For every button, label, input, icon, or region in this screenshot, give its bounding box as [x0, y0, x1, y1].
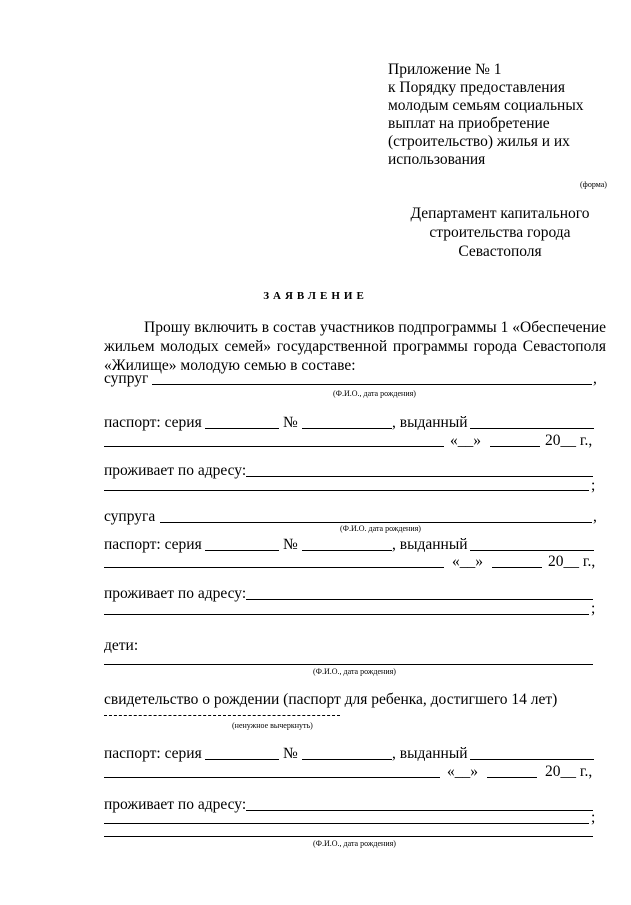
form-note: (форма)	[580, 180, 607, 189]
date-year-field[interactable]: 20__ г.,	[545, 763, 593, 780]
comma: ,	[593, 508, 597, 525]
comma: ,	[593, 370, 597, 387]
issued-by-field-2[interactable]	[104, 777, 440, 778]
appendix-header	[388, 61, 618, 169]
date-month-field[interactable]	[487, 777, 537, 778]
document-title: ЗАЯВЛЕНИЕ	[263, 290, 368, 302]
wife-name-field[interactable]	[160, 522, 592, 523]
passport-series-field[interactable]	[205, 550, 279, 551]
number-sign: №	[283, 414, 298, 431]
husband-label: супруг	[104, 370, 149, 387]
semicolon: ;	[591, 809, 596, 826]
appendix-line: к Порядку предоставления	[388, 79, 565, 96]
issued-by-field[interactable]	[470, 759, 594, 760]
address-field[interactable]	[246, 599, 593, 600]
issued-by-field-2[interactable]	[104, 567, 444, 568]
passport-label: паспорт: серия	[104, 414, 202, 431]
children-hint-2: (Ф.И.О., дата рождения)	[313, 839, 396, 848]
address-field[interactable]	[246, 476, 593, 477]
husband-hint: (Ф.И.О., дата рождения)	[333, 389, 416, 398]
address-field-2[interactable]	[104, 490, 589, 491]
semicolon: ;	[591, 600, 596, 617]
issued-by-field-2[interactable]	[104, 446, 444, 447]
passport-number-field[interactable]	[302, 428, 392, 429]
passport-label: паспорт: серия	[104, 536, 202, 553]
date-month-field[interactable]	[490, 446, 540, 447]
issued-by-field[interactable]	[470, 550, 594, 551]
address-label: проживает по адресу:	[104, 796, 247, 813]
passport-series-field[interactable]	[205, 759, 279, 760]
date-year-field[interactable]: 20__ г.,	[545, 432, 593, 449]
husband-name-field[interactable]	[152, 384, 592, 385]
children-hint: (Ф.И.О., дата рождения)	[313, 667, 396, 676]
passport-label: паспорт: серия	[104, 745, 202, 762]
issued-label: , выданный	[392, 536, 468, 553]
passport-number-field[interactable]	[302, 759, 392, 760]
department-line: Департамент капитального	[410, 205, 590, 222]
passport-number-field[interactable]	[302, 550, 392, 551]
strike-hint: (ненужное вычеркнуть)	[232, 721, 313, 730]
number-sign: №	[283, 745, 298, 762]
appendix-line: выплат на приобретение	[388, 115, 550, 132]
appendix-line: использования	[388, 151, 486, 168]
number-sign: №	[283, 536, 298, 553]
department-line: строительства города	[429, 224, 571, 241]
address-field-3[interactable]	[104, 836, 593, 837]
children-name-field[interactable]	[104, 664, 593, 665]
department-line: Севастополя	[458, 243, 542, 260]
passport-series-field[interactable]	[205, 428, 279, 429]
appendix-line: Приложение № 1	[388, 61, 502, 78]
issued-label: , выданный	[392, 745, 468, 762]
address-label: проживает по адресу:	[104, 462, 247, 479]
wife-label: супруга	[104, 508, 156, 525]
date-day-field[interactable]: «__»	[452, 553, 483, 570]
children-label: дети:	[104, 637, 139, 654]
date-day-field[interactable]: «__»	[447, 763, 478, 780]
certificate-field[interactable]	[104, 715, 340, 716]
appendix-line: молодым семьям социальных	[388, 97, 584, 114]
date-day-field[interactable]: «__»	[450, 432, 481, 449]
address-field[interactable]	[246, 810, 593, 811]
issued-by-field[interactable]	[470, 428, 594, 429]
appendix-line: (строительство) жилья и их	[388, 133, 570, 150]
wife-hint: (Ф.И.О. дата рождения)	[340, 524, 421, 533]
birth-certificate-label: свидетельство о рождении (паспорт для ребенка, достигшего 14 лет)	[104, 691, 558, 708]
semicolon: ;	[591, 477, 596, 494]
date-year-field[interactable]: 20__ г.,	[548, 553, 596, 570]
address-field-2[interactable]	[104, 614, 589, 615]
issued-label: , выданный	[392, 414, 468, 431]
intro-paragraph: Прошу включить в состав участников подпрограммы 1 «Обеспечение жильем молодых семей» государственной программы города Севастополя «Жилище» молодую семью в составе:	[104, 319, 606, 374]
date-month-field[interactable]	[492, 567, 542, 568]
department-block	[380, 204, 620, 261]
address-label: проживает по адресу:	[104, 585, 247, 602]
address-field-2[interactable]	[104, 823, 589, 824]
